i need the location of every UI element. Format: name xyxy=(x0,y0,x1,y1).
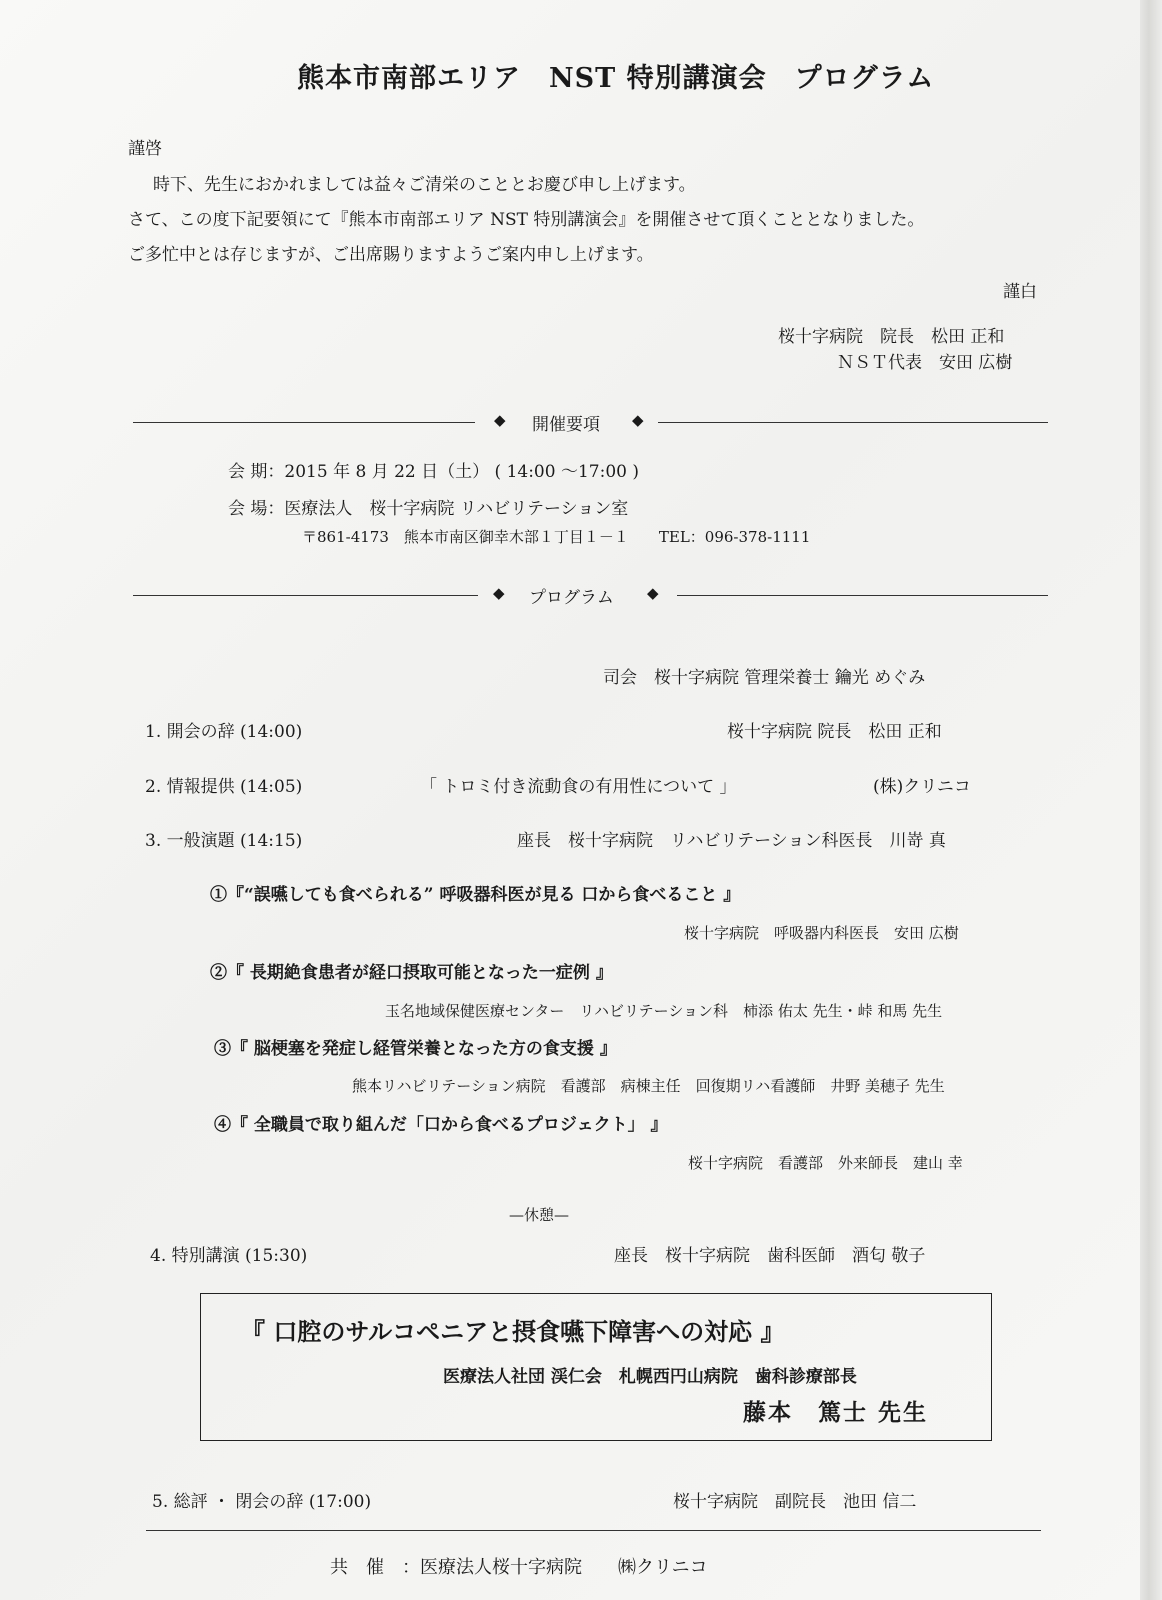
item-2-topic: 「 トロミ付き流動食の有用性について 」 xyxy=(420,777,737,797)
letter-line-1: 時下、先生におかれましては益々ご清栄のこととお慶び申し上げます。 xyxy=(153,175,696,195)
program-mc: 司会 桜十字病院 管理栄養士 鑰光 めぐみ xyxy=(603,668,926,688)
item-5-label: 5. 総評 ・ 閉会の辞 (17:00) xyxy=(152,1492,372,1512)
event-venue: 会 場：医療法人 桜十字病院 リハビリテーション室 xyxy=(228,499,629,519)
item-4-detail: 座長 桜十字病院 歯科医師 酒匂 敬子 xyxy=(614,1246,926,1266)
divider-right xyxy=(658,422,1048,423)
program-heading: プログラム xyxy=(529,588,614,608)
talk-3-speaker: 熊本リハビリテーション病院 看護部 病棟主任 回復期リハ看護師 井野 美穂子 先生 xyxy=(352,1077,945,1095)
event-date: 会 期：2015 年 8 月 22 日（土） ( 14:00 ～17:00 ) xyxy=(228,462,639,482)
break-label: —休憩— xyxy=(509,1206,570,1224)
item-1-detail: 桜十字病院 院長 松田 正和 xyxy=(727,722,942,742)
event-address: 〒861-4173 熊本市南区御幸木部１丁目１－１ TEL：096-378-1111 xyxy=(302,528,811,546)
item-4-label: 4. 特別講演 (15:30) xyxy=(150,1246,308,1266)
item-2-detail: (株)クリニコ xyxy=(873,777,971,797)
divider-left xyxy=(133,422,475,423)
letter-line-3: ご多忙中とは存じますが、ご出席賜りますようご案内申し上げます。 xyxy=(128,245,654,265)
letter-line-2: さて、この度下記要領にて『熊本市南部エリア NST 特別講演会』を開催させて頂くこととなりました。 xyxy=(128,210,925,230)
co-sponsors: 共 催 ：医療法人桜十字病院 ㈱クリニコ xyxy=(330,1557,708,1578)
item-3-detail: 座長 桜十字病院 リハビリテーション科医長 川嵜 真 xyxy=(517,831,946,851)
lecture-title: 『 口腔のサルコペニアと摂食嚥下障害への対応 』 xyxy=(241,1317,785,1346)
details-heading: 開催要項 xyxy=(532,415,600,435)
item-5-detail: 桜十字病院 副院長 池田 信二 xyxy=(673,1492,917,1512)
signer-director: 桜十字病院 院長 松田 正和 xyxy=(778,327,1005,347)
talk-4-speaker: 桜十字病院 看護部 外来師長 建山 幸 xyxy=(688,1154,963,1172)
footer-divider xyxy=(146,1530,1041,1531)
item-3-label: 3. 一般演題 (14:15) xyxy=(145,831,303,851)
signer-nst: ＮＳＴ代表 安田 広樹 xyxy=(837,353,1013,373)
talk-3-title: ③『 脳梗塞を発症し経管栄養となった方の食支援 』 xyxy=(214,1039,617,1059)
special-lecture-box xyxy=(200,1293,992,1441)
item-1-label: 1. 開会の辞 (14:00) xyxy=(145,722,303,742)
divider-right xyxy=(677,595,1048,596)
talk-2-title: ②『 長期絶食患者が経口摂取可能となった一症例 』 xyxy=(210,963,613,983)
diamond-icon: ◆ xyxy=(494,411,506,429)
talk-4-title: ④『 全職員で取り組んだ「口から食べるプロジェクト」 』 xyxy=(214,1115,668,1135)
lecturer-affiliation: 医療法人社団 渓仁会 札幌西円山病院 歯科診療部長 xyxy=(443,1367,857,1387)
opening-salutation: 謹啓 xyxy=(128,139,162,159)
talk-2-speaker: 玉名地域保健医療センター リハビリテーション科 柿添 佑太 先生・峠 和馬 先生 xyxy=(385,1002,943,1020)
lecturer-name: 藤本 篤士 先生 xyxy=(743,1399,929,1426)
closing-salutation: 謹白 xyxy=(1003,282,1037,302)
document-title: 熊本市南部エリア NST 特別講演会 プログラム xyxy=(297,63,935,94)
divider-left xyxy=(133,595,478,596)
paper-edge xyxy=(1140,0,1162,1600)
item-2-label: 2. 情報提供 (14:05) xyxy=(145,777,303,797)
diamond-icon: ◆ xyxy=(493,584,505,602)
diamond-icon: ◆ xyxy=(632,411,644,429)
diamond-icon: ◆ xyxy=(647,584,659,602)
talk-1-title: ①『“誤嚥しても食べられる” 呼吸器科医が見る 口から食べること 』 xyxy=(210,885,741,905)
talk-1-speaker: 桜十字病院 呼吸器内科医長 安田 広樹 xyxy=(684,924,959,942)
